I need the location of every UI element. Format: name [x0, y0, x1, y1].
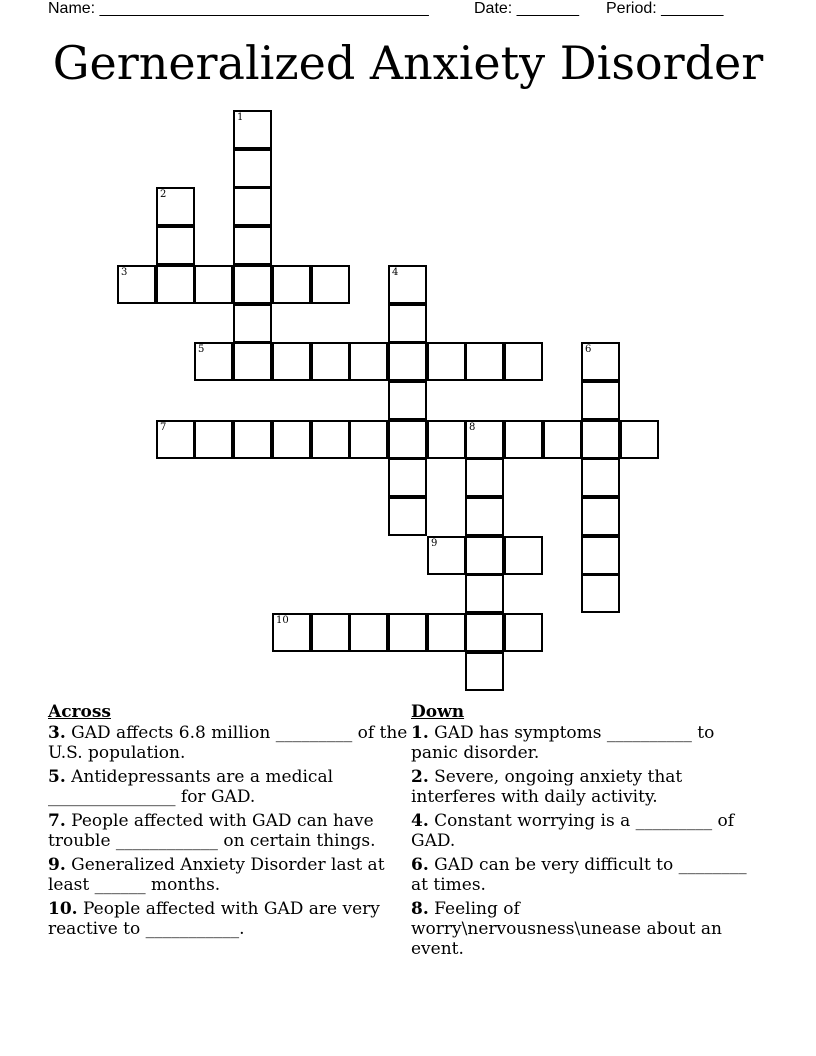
crossword-cell[interactable]: [388, 613, 427, 652]
clue-item: [411, 899, 751, 959]
crossword-cell[interactable]: [581, 420, 620, 459]
crossword-cell[interactable]: [581, 497, 620, 536]
clue-item: [48, 723, 408, 763]
clue-text: People affected with GAD are very reactive to ___________.: [48, 899, 380, 939]
crossword-cell[interactable]: [388, 265, 427, 304]
crossword-cell[interactable]: [388, 458, 427, 497]
clue-text: Constant worrying is a _________ of GAD.: [411, 811, 735, 851]
clue-number: 2.: [411, 767, 429, 787]
crossword-cell[interactable]: [465, 652, 504, 691]
crossword-cell[interactable]: [311, 613, 350, 652]
crossword-cell[interactable]: [465, 497, 504, 536]
clue-item: [48, 811, 408, 851]
clue-item: [48, 767, 408, 807]
period-field[interactable]: Period: _______: [606, 0, 724, 17]
clue-number: 8.: [411, 899, 429, 919]
crossword-cell[interactable]: [311, 420, 350, 459]
crossword-cell[interactable]: [504, 536, 543, 575]
clue-number: 6.: [411, 855, 429, 875]
cell-number: 1: [237, 112, 244, 123]
crossword-cell[interactable]: [233, 342, 272, 381]
clue-text: Feeling of worry\nervousness\unease about an event.: [411, 899, 723, 959]
crossword-cell[interactable]: [156, 265, 195, 304]
puzzle-title: Gerneralized Anxiety Disorder: [52, 36, 764, 90]
crossword-cell[interactable]: [311, 342, 350, 381]
clue-text: GAD affects 6.8 million _________ of the U.S. population.: [48, 723, 408, 763]
crossword-cell[interactable]: [465, 574, 504, 613]
crossword-cell[interactable]: [581, 381, 620, 420]
clue-item: [411, 723, 751, 763]
crossword-cell[interactable]: [388, 381, 427, 420]
crossword-cell[interactable]: [581, 574, 620, 613]
crossword-cell[interactable]: [427, 420, 466, 459]
crossword-cell[interactable]: [272, 420, 311, 459]
across-clues: [48, 701, 408, 943]
clue-number: 3.: [48, 723, 66, 743]
crossword-cell[interactable]: [233, 226, 272, 265]
crossword-cell[interactable]: [156, 420, 195, 459]
clue-number: 5.: [48, 767, 66, 787]
cell-number: 6: [585, 344, 592, 355]
crossword-cell[interactable]: [388, 497, 427, 536]
crossword-cell[interactable]: [233, 304, 272, 343]
crossword-cell[interactable]: [465, 613, 504, 652]
crossword-cell[interactable]: [388, 342, 427, 381]
crossword-cell[interactable]: [194, 342, 233, 381]
clue-text: Antidepressants are a medical _______________ for GAD.: [48, 767, 334, 807]
clue-text: Severe, ongoing anxiety that interferes with daily activity.: [411, 767, 683, 807]
clue-number: 7.: [48, 811, 66, 831]
crossword-cell[interactable]: [349, 420, 388, 459]
crossword-cell[interactable]: [233, 110, 272, 149]
clue-item: [411, 767, 751, 807]
clue-item: [411, 811, 751, 851]
clue-text: GAD has symptoms __________ to panic disorder.: [411, 723, 715, 763]
crossword-cell[interactable]: [504, 342, 543, 381]
down-heading: Down: [411, 702, 465, 722]
name-field[interactable]: Name: _____________________________________: [48, 0, 429, 17]
cell-number: 7: [160, 422, 167, 433]
crossword-cell[interactable]: [427, 342, 466, 381]
date-field[interactable]: Date: _______: [474, 0, 579, 17]
clue-text: GAD can be very difficult to ________ at times.: [411, 855, 747, 895]
down-clues: [411, 701, 751, 963]
clue-item: [411, 855, 751, 895]
crossword-cell[interactable]: [233, 420, 272, 459]
clue-number: 1.: [411, 723, 429, 743]
crossword-cell[interactable]: [388, 420, 427, 459]
crossword-cell[interactable]: [581, 458, 620, 497]
cell-number: 9: [431, 538, 438, 549]
crossword-cell[interactable]: [311, 265, 350, 304]
cell-number: 4: [392, 267, 399, 278]
crossword-cell[interactable]: [272, 613, 311, 652]
crossword-cell[interactable]: [194, 420, 233, 459]
crossword-cell[interactable]: [465, 536, 504, 575]
crossword-cell[interactable]: [233, 265, 272, 304]
crossword-cell[interactable]: [465, 458, 504, 497]
cell-number: 5: [198, 344, 205, 355]
crossword-cell[interactable]: [388, 304, 427, 343]
clue-item: [48, 899, 408, 939]
crossword-cell[interactable]: [465, 342, 504, 381]
cell-number: 10: [276, 615, 289, 626]
crossword-cell[interactable]: [272, 342, 311, 381]
crossword-cell[interactable]: [620, 420, 659, 459]
cell-number: 3: [121, 267, 128, 278]
crossword-cell[interactable]: [349, 613, 388, 652]
clue-number: 9.: [48, 855, 66, 875]
crossword-cell[interactable]: [543, 420, 582, 459]
clue-number: 10.: [48, 899, 78, 919]
crossword-cell[interactable]: [194, 265, 233, 304]
crossword-cell[interactable]: [581, 536, 620, 575]
crossword-cell[interactable]: [233, 149, 272, 188]
crossword-cell[interactable]: [156, 187, 195, 226]
clue-text: People affected with GAD can have trouble ____________ on certain things.: [48, 811, 376, 851]
crossword-cell[interactable]: [504, 613, 543, 652]
crossword-cell[interactable]: [465, 420, 504, 459]
crossword-cell[interactable]: [504, 420, 543, 459]
clue-number: 4.: [411, 811, 429, 831]
crossword-cell[interactable]: [349, 342, 388, 381]
crossword-cell[interactable]: [233, 187, 272, 226]
clue-item: [48, 855, 408, 895]
cell-number: 8: [469, 422, 476, 433]
crossword-cell[interactable]: [581, 342, 620, 381]
crossword-cell[interactable]: [427, 613, 466, 652]
crossword-cell[interactable]: [427, 536, 466, 575]
crossword-cell[interactable]: [156, 226, 195, 265]
crossword-cell[interactable]: [272, 265, 311, 304]
across-heading: Across: [48, 702, 111, 722]
clue-text: Generalized Anxiety Disorder last at least ______ months.: [48, 855, 385, 895]
cell-number: 2: [160, 189, 167, 200]
crossword-cell[interactable]: [117, 265, 156, 304]
